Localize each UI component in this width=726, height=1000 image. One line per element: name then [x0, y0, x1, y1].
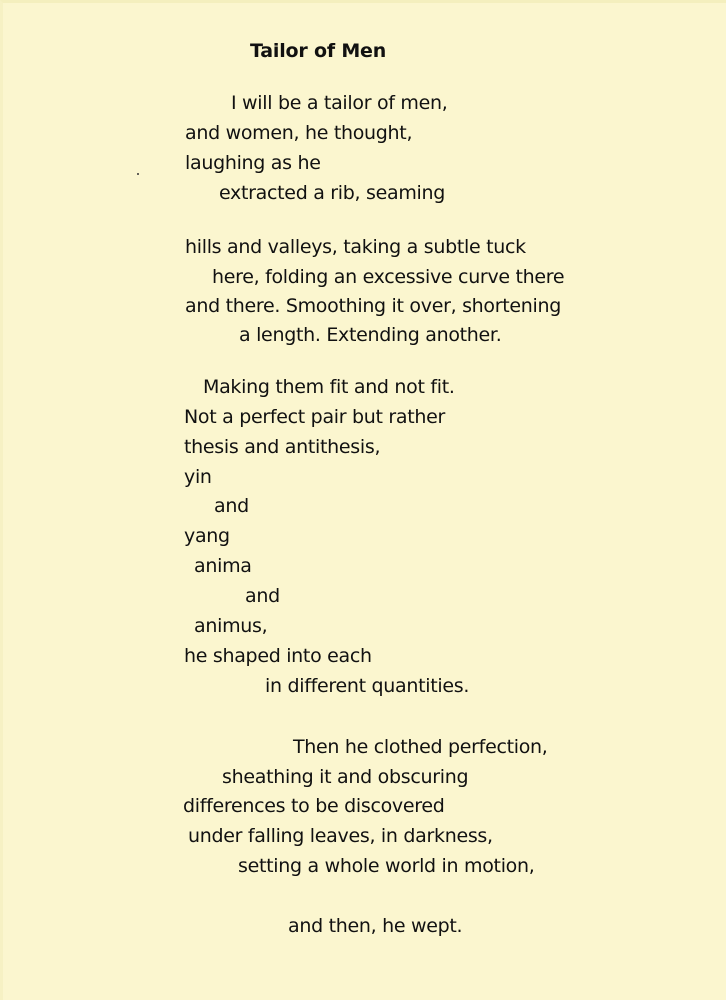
poem-line: hills and valleys, taking a subtle tuck: [185, 236, 526, 258]
poem-line: under falling leaves, in darkness,: [188, 825, 493, 847]
poem-line: thesis and antithesis,: [184, 436, 381, 458]
poem-line: differences to be discovered: [183, 795, 445, 817]
poem-line: Then he clothed perfection,: [293, 736, 548, 758]
poem-line: Making them fit and not fit.: [203, 376, 455, 398]
paper-speck: [137, 173, 139, 175]
poem-line: and: [214, 495, 249, 517]
poem-line: extracted a rib, seaming: [219, 182, 446, 204]
poem-line: laughing as he: [185, 152, 321, 174]
poem-line: here, folding an excessive curve there: [212, 266, 565, 288]
poem-line: yang: [184, 525, 230, 547]
poem-line: anima: [194, 555, 252, 577]
poem-line: Not a perfect pair but rather: [184, 406, 446, 428]
poem-line: a length. Extending another.: [239, 324, 502, 346]
poem-line: animus,: [194, 615, 268, 637]
poem-line: and there. Smoothing it over, shortening: [185, 295, 562, 317]
poem-title: Tailor of Men: [250, 40, 387, 62]
poem-line: I will be a tailor of men,: [231, 92, 448, 114]
poem-line: and then, he wept.: [288, 915, 463, 937]
poem-line: he shaped into each: [184, 645, 372, 667]
poem-line: setting a whole world in motion,: [238, 855, 535, 877]
poem-line: sheathing it and obscuring: [222, 766, 469, 788]
poem-line: in different quantities.: [265, 675, 470, 697]
poem-line: and women, he thought,: [185, 122, 413, 144]
poem-line: yin: [184, 466, 212, 488]
poem-line: and: [245, 585, 280, 607]
